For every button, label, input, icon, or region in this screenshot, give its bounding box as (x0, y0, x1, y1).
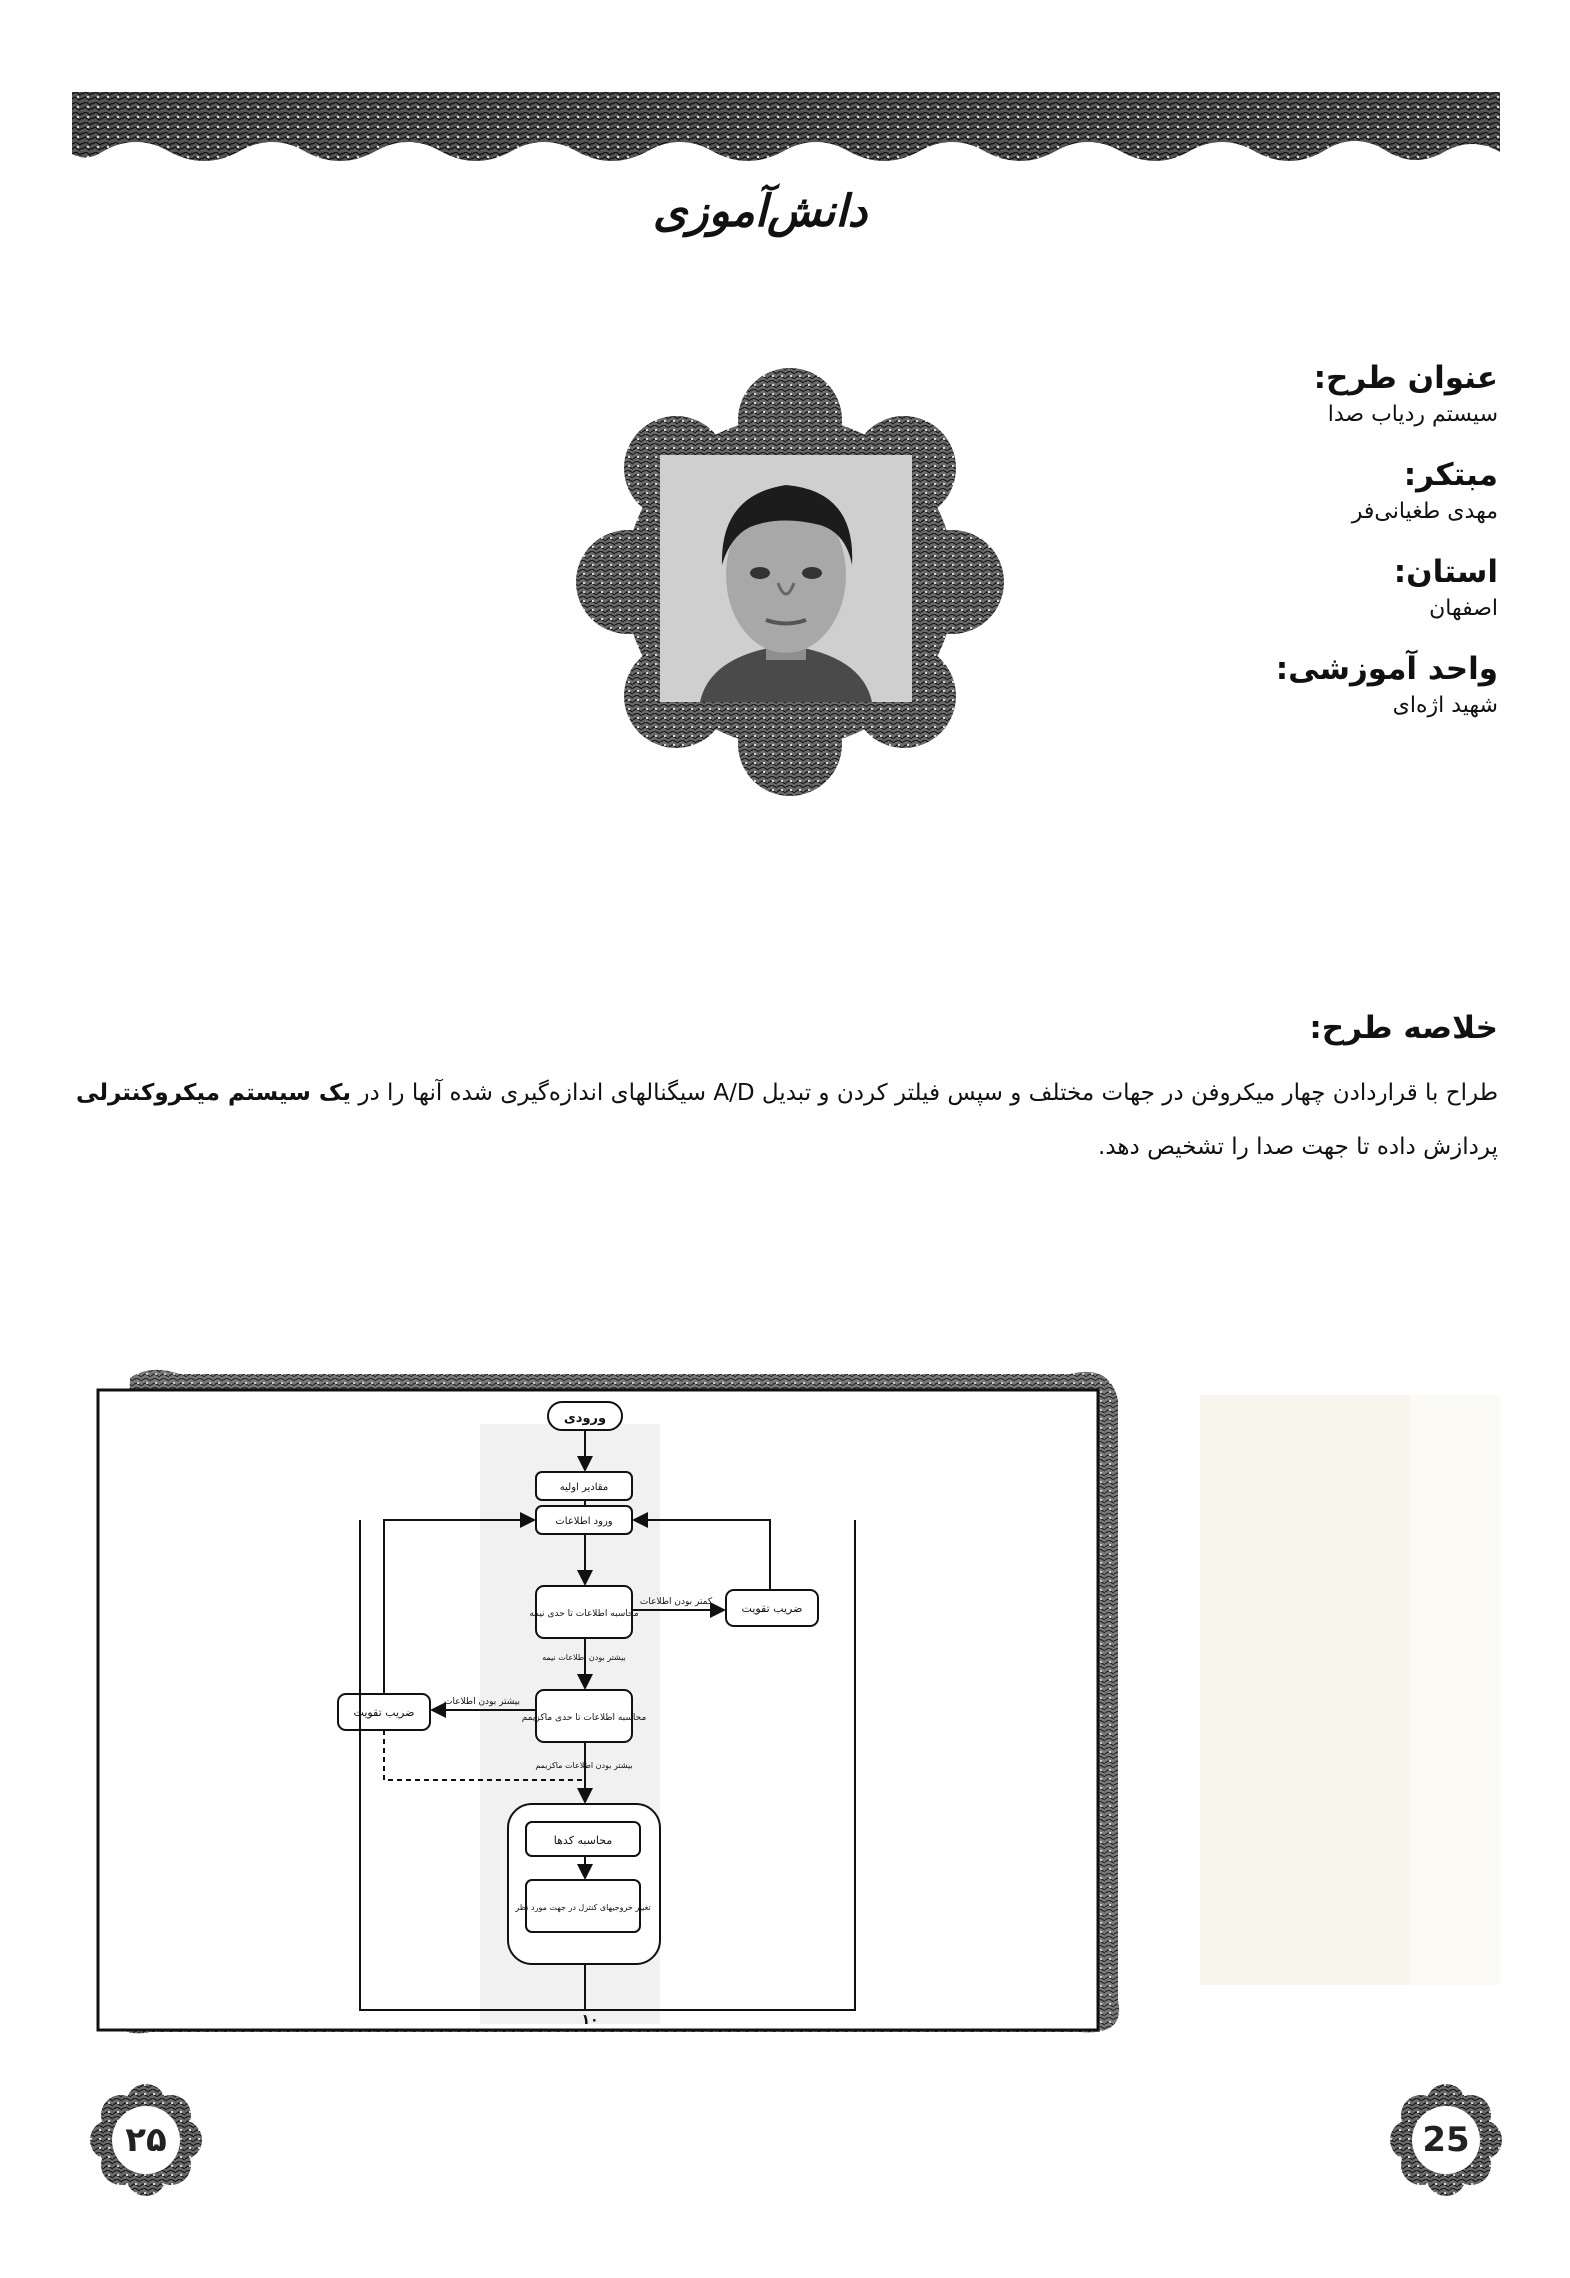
province-label: استان: (1393, 554, 1498, 590)
project-title-label: عنوان طرح: (1313, 360, 1498, 396)
flow-calc-full-label: محاسبه اطلاعات تا حدی ماکزیمم (521, 1713, 647, 1723)
flow-start-label: ورودی (563, 1411, 607, 1426)
faded-image-area (1410, 1395, 1500, 1985)
faded-image-area (1200, 1395, 1410, 1985)
flow-init-label: مقادیر اولیه (559, 1482, 609, 1493)
summary-heading: خلاصه طرح: (1309, 1010, 1498, 1046)
inventor-photo (660, 455, 912, 702)
school-label: واحد آموزشی: (1275, 651, 1498, 687)
page-number-right (1386, 2080, 1506, 2200)
section-title: دانش‌آموزی (652, 186, 868, 237)
page-number-latin: 25 (1422, 2120, 1470, 2160)
flow-cond-left-label: بیشتر بودن اطلاعات (443, 1697, 521, 1707)
summary-line2: پردازش داده تا جهت صدا را تشخیص دهد. (1098, 1134, 1498, 1160)
flow-change-control-label: تغییر خروجیهای کنترل در جهت مورد نظر (515, 1903, 651, 1912)
project-info (1238, 360, 1498, 748)
page-number-left (86, 2080, 206, 2200)
inventor-value: مهدی طغیانی‌فر (1351, 499, 1498, 524)
flow-add-data-2-label: بیشتر بودن اطلاعات ماکزیمم (535, 1761, 633, 1770)
flow-calc-half-label: محاسبه اطلاعات تا حدی نیمه (529, 1609, 639, 1619)
summary-text (72, 1066, 1498, 1174)
flow-adjust-right-label: ضریب تقویت (741, 1602, 803, 1615)
page-number-persian: ۲۵ (125, 2120, 167, 2160)
header-banner (72, 92, 1500, 192)
flow-add-data-1-label: بیشتر بودن اطلاعات نیمه (542, 1653, 626, 1662)
province-value: اصفهان (1429, 596, 1498, 621)
project-summary (72, 1010, 1498, 1174)
project-title-value: سیستم ردیاب صدا (1327, 402, 1498, 427)
summary-line1: طراح با قراردادن چهار میکروفن در جهات مختلف و سپس فیلتر کردن و تبدیل A/D سیگنالهای اندازه‌گیری شده آنها را در (358, 1080, 1498, 1106)
flowchart-figure (70, 1360, 1130, 2050)
flow-adjust-left-label: ضریب تقویت (353, 1706, 415, 1719)
summary-bold-phrase: یک سیستم میکروکنترلی (76, 1080, 352, 1106)
flow-input-label: ورود اطلاعات (555, 1516, 613, 1527)
flow-calc-codes-label: محاسبه کدها (553, 1834, 613, 1847)
figure-number: ۱۰ (581, 2012, 599, 2028)
school-value: شهید اژه‌ای (1392, 693, 1498, 718)
flow-cond-right-label: کمتر بودن اطلاعات (639, 1597, 713, 1607)
inventor-label: مبتکر: (1403, 457, 1498, 493)
